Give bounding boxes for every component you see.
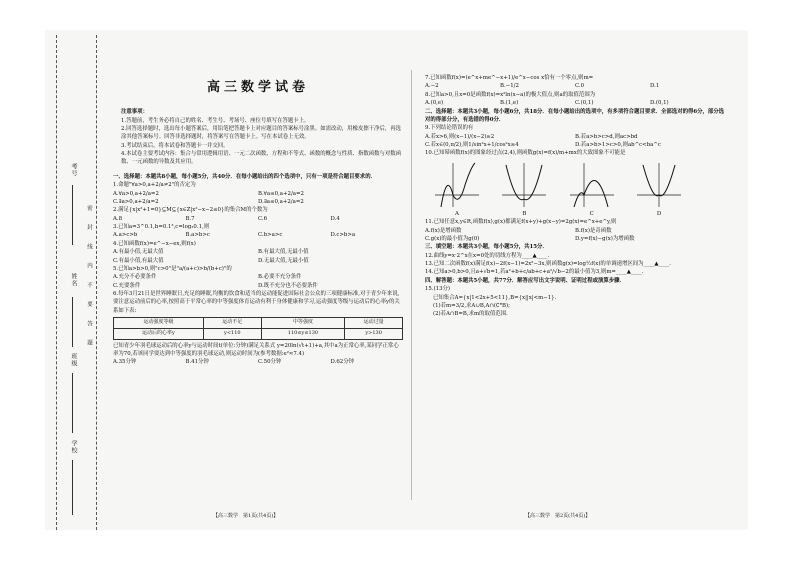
option-b[interactable]: B.f(x)是奇函数 — [575, 227, 612, 234]
option-d[interactable]: D.∃a≤0,a+2/a=2 — [258, 198, 304, 205]
question-stem: 10.已知幂函数f(x)的图象经过点(2,4),则函数g(x)=f(x)/m+mx的大致图象不可能是 — [425, 150, 626, 157]
class-blank[interactable] — [72, 373, 73, 433]
exam-sheet — [45, 30, 748, 530]
page-footer-right: 【高三数学 第2页(共4页)】 — [525, 513, 591, 519]
option-a[interactable]: A.充分不必要条件 — [113, 274, 157, 281]
question-10 — [425, 149, 725, 218]
option-a[interactable]: A.f(x)是增函数 — [425, 227, 462, 234]
sub-question: (2)若A∩B=B,求m的取值范围. — [433, 311, 508, 318]
graph-b[interactable] — [500, 161, 548, 209]
option-d[interactable]: D.y=f(x)−g(x)为增函数 — [575, 235, 635, 242]
option-c[interactable]: C.g(x)的最小值为g(0) — [425, 235, 480, 242]
graph-label: D — [656, 210, 662, 217]
graph-options — [433, 161, 683, 209]
option-d[interactable]: D.(0,1) — [650, 100, 669, 107]
center-divider — [411, 70, 412, 500]
section-heading-3: 三、填空题：本题共3小题，每小题5分，共15分． — [425, 244, 548, 251]
question-11 — [425, 218, 725, 243]
binding-strip — [48, 35, 108, 530]
option-c[interactable]: C.若x∈(0,π/2),则1/sin²x+1/cos²x≥4 — [425, 142, 519, 148]
option-c[interactable]: C.0 — [575, 83, 585, 90]
question-stem: 8.已知a>0,且x=0是函数f(x)=x²ln(x−a)的极大值点,则a的取值范围为 — [425, 91, 596, 98]
option-a[interactable]: A.35分钟 — [113, 359, 137, 366]
exam-no-blank[interactable] — [72, 185, 73, 245]
question-3 — [113, 223, 403, 240]
binding-label-school: 学校 — [70, 440, 77, 454]
option-c[interactable]: C.50分钟 — [258, 359, 282, 366]
binding-line-inner — [96, 35, 97, 530]
option-c[interactable]: C.(0,1) — [575, 100, 594, 107]
option-b[interactable]: B.7 — [185, 215, 195, 222]
question-stem: 3.已知a=3^0.1,b=0.1³,c=log₃0.1,则 — [113, 224, 210, 231]
sub-question: (1)若m=3/2,求A∪B,A∩(∁ᴿB); — [433, 302, 510, 309]
question-stem: 9.下列结论错误的有 — [425, 125, 474, 132]
name-blank[interactable] — [72, 297, 73, 347]
notes — [113, 108, 403, 167]
binding-label-exam-no: 考号 — [70, 163, 77, 177]
option-b[interactable]: B.必要不充分条件 — [258, 274, 302, 281]
option-d[interactable]: D.62分钟 — [330, 359, 354, 366]
option-b[interactable]: B.∀a≤0,a+2/a=2 — [258, 190, 304, 197]
notes-heading: 注意事项： — [121, 109, 148, 116]
binding-label-name: 姓名 — [70, 273, 77, 287]
question-stem-tail: 已知青少年羽毛球运动后的心率y与运动时间t(单位:分钟)满足关系式 y=20ln(√t+1)+a,其中a为正常心率,某同学正常心率为70,若该同学要达到中等强度的羽毛球运动,则运动时间为(参考数据:e²≈7.4) — [113, 342, 399, 358]
table-header: 运动强度等级 — [114, 318, 204, 329]
option-b[interactable]: B.41分钟 — [185, 359, 209, 366]
question-9 — [425, 124, 725, 149]
option-c[interactable]: C.∃a>0,a+2/a=2 — [113, 198, 159, 205]
question-15 — [425, 285, 725, 319]
graph-a[interactable] — [433, 161, 481, 209]
question-1 — [113, 181, 403, 206]
note-item: 4.本试卷主要考试内容：集合与常用逻辑用语、一元二次函数、方程和不等式、函数的概念与性质、指数函数与对数函数、一元函数的导数及其应用。 — [121, 151, 402, 166]
note-item: 1.答题前，考生务必将自己的姓名、考生号、考场号、座位号填写在答题卡上。 — [121, 117, 310, 124]
question-stem: 11.已知任意x,y∈R,函数f(x),g(x)都满足f(x+y)+g(x−y)=2g(x)=e^x+e^y,则 — [425, 219, 617, 226]
option-b[interactable]: B.a>b>c — [185, 232, 210, 239]
option-a[interactable]: A.(0,e) — [425, 100, 444, 107]
question-stem: 1.命题"∀a>0,a+2/a≠2"的否定为 — [113, 182, 196, 189]
binding-label-class: 班级 — [70, 353, 77, 367]
question-stem: 已知集合A={x|1<2x+5<11},B={x||x|<m−1}. — [433, 294, 557, 301]
table-cell: y>130 — [345, 328, 403, 339]
option-d[interactable]: D.4 — [330, 215, 340, 222]
heart-rate-table — [113, 317, 403, 340]
option-d[interactable]: D.无最大值,无最小值 — [258, 257, 309, 264]
section-heading-4: 四、解答题：本题共5小题，共77分．解答应写出文字说明、证明过程或演算步骤． — [425, 277, 625, 284]
option-a[interactable]: A.有最小值,无最大值 — [113, 249, 164, 256]
question-stem: 7.已知函数f(x)=(e^x+me^−x+1)/e^x−cos x恰有一个零点,则m= — [425, 75, 594, 81]
option-b[interactable]: B.若a>b>c>d,则ac>bd — [575, 133, 638, 140]
question-5 — [113, 265, 403, 290]
page-footer-left: 【高三数学 第1页(共4页)】 — [213, 513, 279, 519]
question-score: 15.(13分) — [425, 286, 451, 293]
graph-label: B — [522, 210, 527, 217]
graph-c[interactable] — [568, 161, 616, 209]
option-a[interactable]: A.a>c>b — [113, 232, 138, 239]
option-c[interactable]: C.6 — [258, 215, 268, 222]
option-c[interactable]: C.有最小值,有最大值 — [113, 257, 164, 264]
option-c[interactable]: C.充要条件 — [113, 282, 141, 289]
table-header: 中等强度 — [261, 318, 345, 329]
table-cell: y<110 — [203, 328, 261, 339]
question-12[interactable]: 12.曲线y=x·2^x在x=0处的切线方程为____▲____. — [425, 252, 550, 259]
question-stem: 5.已知a>b>0,则"c>0"是"a/(a+c)>b/(b+c)"的 — [113, 265, 232, 272]
question-6 — [113, 290, 403, 367]
option-c[interactable]: C.b>a>c — [258, 232, 283, 239]
right-page — [425, 74, 725, 319]
question-4 — [113, 240, 403, 265]
graph-label: C — [589, 210, 594, 217]
option-a[interactable]: A.∀a>0,a+2/a=2 — [113, 190, 159, 197]
option-a[interactable]: A.8 — [113, 215, 123, 222]
table-header: 运动过量 — [345, 318, 403, 329]
question-14[interactable]: 14.已知a>0,b>0,且a+√b=1,若a²+b+c/ab+c+a²/√b−2的最小值为3,则m=____▲____. — [425, 269, 644, 276]
left-page — [113, 38, 403, 367]
option-d[interactable]: D.若a>b>1>c>0,则ab^c<ba^c — [575, 142, 661, 148]
option-d[interactable]: D.c>b>a — [330, 232, 356, 239]
question-8 — [425, 91, 725, 108]
option-b[interactable]: B.−1/2 — [500, 83, 519, 90]
option-a[interactable]: A.若x>6,则(x−1)/(x−2)≥2 — [425, 133, 495, 140]
graph-label: A — [455, 210, 459, 217]
question-stem: 4.已知函数f(x)=e^−x−ex,则f(x) — [113, 240, 196, 247]
option-a[interactable]: A.−2 — [425, 83, 439, 90]
table-cell: 110≤y≤130 — [261, 328, 345, 339]
page-title: 高三数学试卷 — [206, 80, 309, 95]
seal-line-text: 密 封 线 内 不 要 答 题 — [86, 205, 92, 352]
question-stem: 2.满足{x|x²+1=0}⊆M⊆{x∈Z|x²−x−2≤0}的集合M的个数为 — [113, 207, 268, 214]
table-header: 运动不足 — [203, 318, 261, 329]
graph-d[interactable] — [635, 161, 683, 209]
section-heading-2: 二、选择题：本题共3小题，每小题6分，共18分．在每小题给出的选项中，有多项符合题目要求．全部选对的得6分，部分选对的得部分分，有选错的得0分． — [425, 108, 725, 123]
question-13[interactable]: 13.已知二次函数f(x)满足f(x)−2f(x−1)=2x²−3x,则函数g(x)=log½f(x)的单调递增区间为____▲____. — [425, 261, 671, 267]
binding-line-outer — [56, 35, 57, 530]
table-cell: 运动后的心率y — [114, 328, 204, 339]
option-b[interactable]: B.有最大值,无最小值 — [258, 249, 309, 256]
note-item: 3.考试结束后，将本试卷和答题卡一并交回。 — [121, 142, 229, 149]
option-d[interactable]: D.既不充分也不必要条件 — [258, 282, 318, 289]
question-stem: 6.每年3月21日是世界睡眠日,充足的睡眠,均衡的饮食和适当的运动能促进国际社会公众的三项健康标准,对于青少年来说,要注意运动前后的心率,按照高于平常心率的中等强度体育运动有利于身体健康和学习,运动强度等级与运动后的心率y的关系如下表: — [113, 291, 400, 314]
option-d[interactable]: D.1 — [650, 83, 660, 90]
school-blank[interactable] — [72, 460, 73, 515]
question-2 — [113, 206, 403, 223]
option-b[interactable]: B.(1,e) — [500, 100, 519, 107]
note-item: 2.回答选择题时，选出每小题答案后，用铅笔把答题卡上对应题目的答案标号涂黑。如需改动，用橡皮擦干净后，再选涂其他答案标号。回答非选择题时，将答案写在答题卡上。写在本试卷上无效。 — [121, 125, 402, 141]
question-7 — [425, 74, 725, 91]
section-heading-1: 一、选择题：本题共8小题，每小题5分，共40分．在每小题给出的四个选项中，只有一项是符合题目要求的． — [113, 173, 376, 180]
